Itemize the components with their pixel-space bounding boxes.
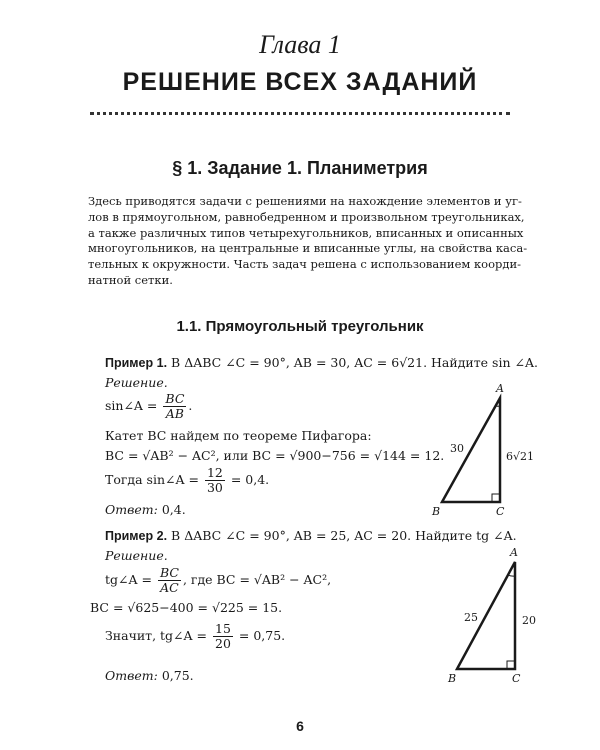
fraction-denominator: AB — [165, 406, 184, 421]
page-number: 6 — [296, 718, 304, 734]
example2-triangle-figure — [440, 545, 560, 685]
intro-paragraph — [88, 194, 528, 289]
fraction-denominator: 30 — [206, 480, 223, 495]
example2-tg-formula — [105, 566, 331, 595]
fraction-numerator: 15 — [215, 621, 231, 636]
example2-label: Пример 2. — [105, 529, 168, 543]
vertex-b-label: B — [432, 505, 441, 518]
intro-line: тельных к окружности. Часть задач решена с использованием коорди- — [88, 257, 521, 272]
example1-statement-line — [105, 355, 538, 370]
subsection-title: 1.1. Прямоугольный треугольник — [176, 318, 424, 335]
example1-sin-formula — [105, 392, 192, 421]
example1-bc-formula: BC = √AB² − AC², или BC = √900−756 = √144 = 12. — [105, 448, 445, 463]
dotted-divider — [90, 112, 510, 115]
vertex-b-label: B — [448, 672, 457, 685]
intro-line: лов в прямоугольном, равнобедренном и произвольном треугольниках, — [88, 209, 525, 224]
example2-result-fraction — [213, 622, 233, 651]
intro-line: а также различных типов четырехугольников, вписанных и описанных — [88, 225, 524, 240]
fraction-denominator: 20 — [215, 636, 231, 651]
answer-value: 0,4. — [161, 502, 186, 517]
side-ab-label: 25 — [464, 611, 478, 624]
example2-tg-prefix: tg∠A = — [105, 572, 152, 587]
intro-line: многоугольников, на центральные и вписанные углы, на свойства каса- — [88, 241, 528, 256]
example1-statement: В ΔABC ∠C = 90°, AB = 30, AC = 6√21. Найдите sin ∠A. — [171, 355, 538, 370]
period: . — [188, 398, 193, 413]
example1-sin-prefix: sin∠A = — [105, 398, 158, 413]
answer-value: 0,75. — [161, 668, 194, 683]
intro-line: Здесь приводятся задачи с решениями на нахождение элементов и уг- — [88, 194, 522, 208]
answer-label: Ответ: — [105, 668, 158, 683]
side-ac-label: 20 — [522, 614, 536, 627]
example2-result-formula — [105, 622, 285, 651]
answer-label: Ответ: — [105, 502, 158, 517]
example2-where-text: , где BC = √AB² − AC², — [182, 572, 332, 587]
fraction-numerator: 12 — [206, 465, 223, 480]
vertex-c-label: C — [512, 672, 521, 685]
fraction-numerator: BC — [165, 391, 185, 406]
page-title: РЕШЕНИЕ ВСЕХ ЗАДАНИЙ — [122, 68, 478, 96]
example2-solution-label: Решение. — [105, 548, 168, 563]
example2-bc-formula: BC = √625−400 = √225 = 15. — [90, 600, 283, 615]
fraction-denominator: AC — [160, 580, 179, 595]
example2-tg-fraction — [158, 566, 181, 595]
vertex-a-label: A — [510, 546, 518, 559]
intro-line: натной сетки. — [88, 272, 173, 287]
example1-answer — [105, 502, 186, 517]
example2-answer — [105, 668, 194, 683]
chapter-heading: Глава 1 — [259, 30, 341, 59]
fraction-numerator: BC — [159, 565, 179, 580]
vertex-a-label: A — [496, 382, 504, 395]
section-title: § 1. Задание 1. Планиметрия — [172, 158, 428, 178]
example1-then-result: = 0,4. — [230, 472, 270, 487]
example2-then-result: = 0,75. — [238, 628, 286, 643]
example1-then-prefix: Тогда sin∠A = — [105, 472, 199, 487]
example1-triangle-figure — [430, 378, 550, 518]
side-ab-label: 30 — [450, 442, 464, 455]
example2-statement-line — [105, 528, 517, 543]
example2-then-prefix: Значит, tg∠A = — [105, 628, 208, 643]
vertex-c-label: C — [496, 505, 505, 518]
example1-pythag-text: Катет BC найдем по теореме Пифагора: — [105, 428, 372, 443]
example2-statement: В ΔABC ∠C = 90°, AB = 25, AC = 20. Найдите tg ∠A. — [171, 528, 517, 543]
example1-label: Пример 1. — [105, 356, 168, 370]
example1-solution-label: Решение. — [105, 375, 168, 390]
side-ac-label: 6√21 — [506, 450, 535, 463]
example1-result-formula — [105, 466, 269, 495]
example1-result-fraction — [205, 466, 225, 495]
example1-sin-fraction — [163, 392, 186, 421]
